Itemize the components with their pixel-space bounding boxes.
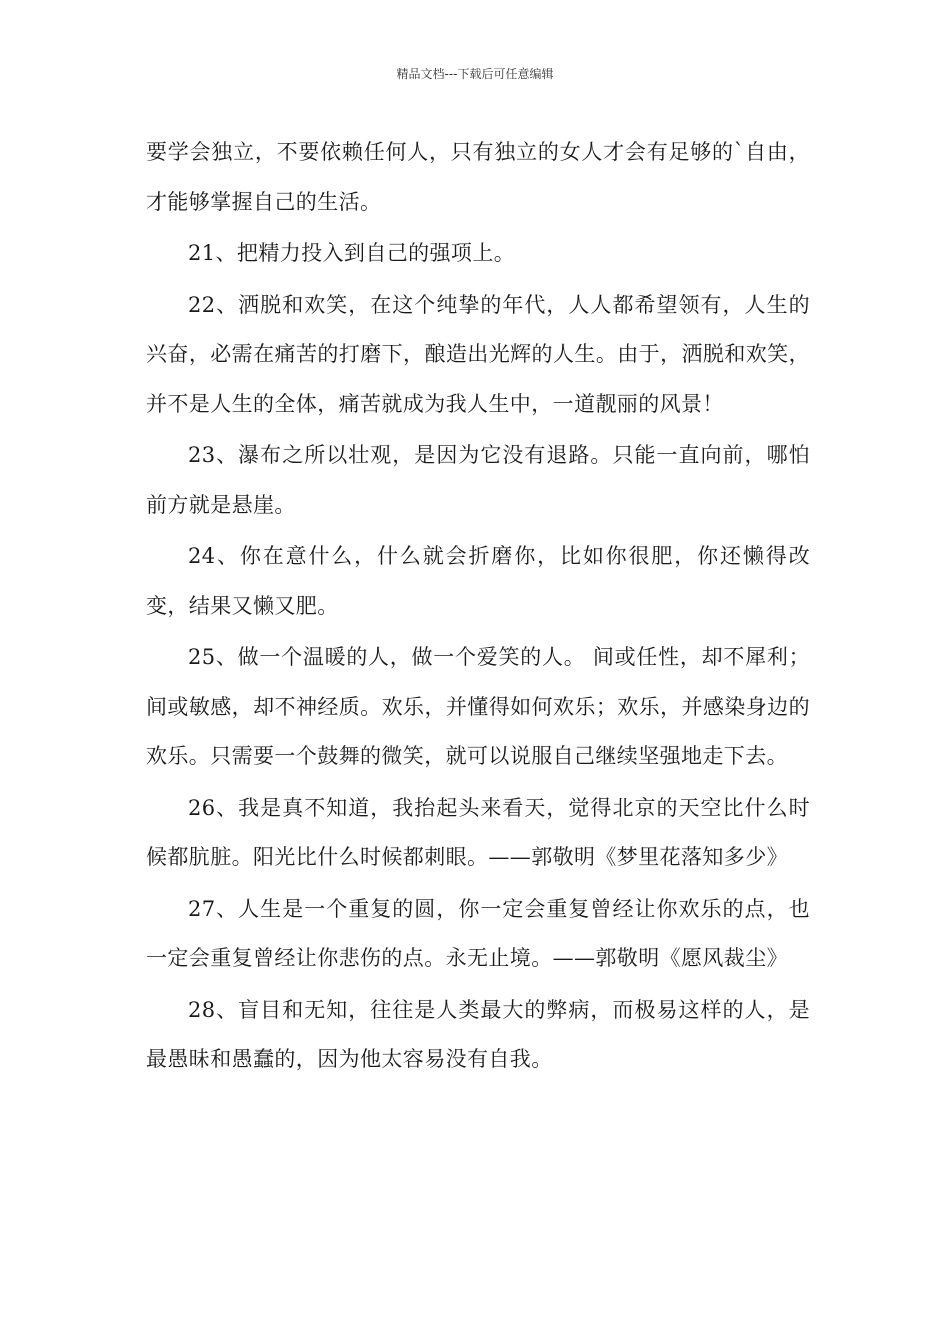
- paragraph-21: 21、把精力投入到自己的强项上。: [188, 241, 516, 265]
- paragraph-intro: 要学会独立，不要依赖任何人，只有独立的女人才会有足够的`自由，才能够掌握自己的生活。: [146, 140, 810, 214]
- paragraph-27: 27、人生是一个重复的圆，你一定会重复曾经让你欢乐的点，也一定会重复曾经让你悲伤的点。永无止境。——郭敬明《愿风裁尘》: [146, 896, 810, 970]
- paragraph-26: 26、我是真不知道，我抬起头来看天，觉得北京的天空比什么时候都肮脏。阳光比什么时候都刺眼。——郭敬明《梦里花落知多少》: [146, 795, 810, 869]
- document-body: [146, 128, 810, 1085]
- paragraph-22: 22、洒脱和欢笑，在这个纯挚的年代，人人都希望领有，人生的兴奋，必需在痛苦的打磨下，酿造出光辉的人生。由于，洒脱和欢笑，并不是人生的全体，痛苦就成为我人生中，一道靓丽的风景！: [146, 292, 810, 416]
- paragraph-25: 25、做一个温暖的人，做一个爱笑的人。 间或任性，却不犀利；间或敏感，却不神经质。欢乐，并懂得如何欢乐；欢乐，并感染身边的欢乐。只需要一个鼓舞的微笑，就可以说服自己继续坚强地走下去。: [146, 645, 810, 768]
- paragraph-28: 28、盲目和无知，往往是人类最大的弊病，而极易这样的人，是最愚昧和愚蠢的，因为他太容易没有自我。: [146, 997, 810, 1071]
- paragraph-24: 24、你在意什么，什么就会折磨你，比如你很肥，你还懒得改变，结果又懒又肥。: [146, 544, 810, 618]
- page-header: 精品文档---下载后可任意编辑: [396, 67, 554, 81]
- paragraph-23: 23、瀑布之所以壮观，是因为它没有退路。只能一直向前，哪怕前方就是悬崖。: [146, 443, 810, 517]
